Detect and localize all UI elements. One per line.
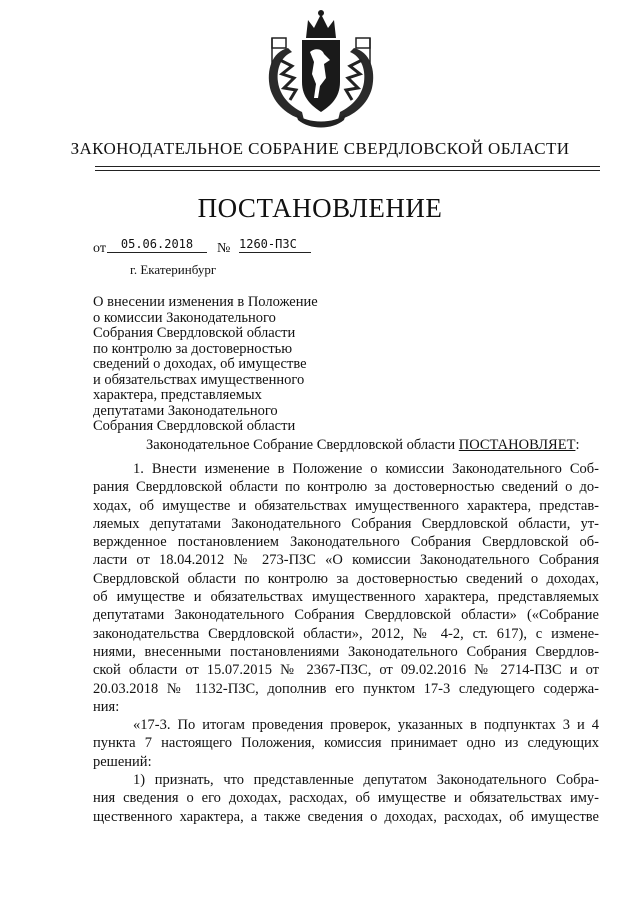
- body-line: об имуществе и обязательствах имущественного характера, представляемых: [93, 589, 599, 606]
- decree-statement: [146, 437, 579, 454]
- subject-line: по контролю за достоверностью: [93, 340, 293, 357]
- body-line: ласти от 18.04.2012 № 273-ПЗС «О комиссии Законодательного Собрания: [93, 552, 599, 569]
- body-line: рания Свердловской области по контролю за достоверностью сведений о до-: [93, 479, 599, 496]
- header-rule-thin: [95, 170, 600, 171]
- subject-line: депутатами Законодательного: [93, 402, 278, 419]
- body-line: ляемых депутатами Законодательного Собрания Свердловской области, ут-: [93, 515, 599, 532]
- document-type-title: ПОСТАНОВЛЕНИЕ: [197, 193, 443, 223]
- decree-text: Законодательное Собрание Свердловской области: [146, 437, 459, 453]
- body-line: Свердловской области по контролю за достоверностью сведений о доходах,: [93, 570, 599, 587]
- city: г. Екатеринбург: [130, 262, 217, 277]
- body-line: 1) признать, что представленные депутатом Законодательного Собра-: [133, 772, 599, 789]
- subject-line: Собрания Свердловской области: [93, 418, 296, 434]
- subject-line: характера, представляемых: [93, 387, 262, 403]
- subject-line: О внесении изменения в Положение: [93, 294, 318, 310]
- subject-line: Собрания Свердловской области: [93, 325, 296, 341]
- body-line: ния:: [93, 698, 120, 715]
- subject-line: и обязательствах имущественного: [93, 371, 305, 388]
- body-line: 20.03.2018 № 1132-ПЗС, дополнив его пунктом 17-3 следующего содержа-: [93, 680, 599, 697]
- body-line: вержденное постановлением Законодательного Собрания Свердловской об-: [93, 534, 599, 551]
- decree-keyword: ПОСТАНОВЛЯЕТ: [458, 437, 576, 453]
- date-label: от: [93, 241, 106, 256]
- subject-line: сведений о доходах, об имуществе: [93, 356, 307, 372]
- body-line: решений:: [93, 753, 152, 770]
- coat-of-arms-emblem: [258, 8, 384, 132]
- body-line: ходах, об имуществе и обязательствах имущественного характера, представ-: [93, 497, 599, 514]
- body-line: ниями, внесенными постановлениями Законодательного Собрания Свердлов-: [93, 643, 599, 660]
- document-number: 1260-ПЗС: [239, 237, 311, 253]
- document-date: 05.06.2018: [107, 237, 207, 253]
- body-line: законодательства Свердловской области», 2012, № 4-2, ст. 617), с измене-: [93, 625, 599, 642]
- body-line: депутатами Законодательного Собрания Свердловской области» («Собрание: [93, 607, 599, 624]
- body-line: пункта 7 настоящего Положения, комиссия принимает одно из следующих: [93, 735, 599, 752]
- decree-colon: :: [575, 437, 580, 453]
- subject-line: о комиссии Законодательного: [93, 309, 276, 326]
- body-line: ской области от 15.07.2015 № 2367-ПЗС, от 09.02.2016 № 2714-ПЗС и от: [93, 662, 599, 679]
- header-rule-thick: [95, 166, 600, 167]
- body-line: ния сведения о его доходах, расходах, об имуществе и обязательствах иму-: [93, 790, 599, 807]
- body-line: «17-3. По итогам проведения проверок, указанных в подпунктах 3 и 4: [133, 717, 599, 734]
- document-subject: [93, 295, 318, 435]
- organization-name: ЗАКОНОДАТЕЛЬНОЕ СОБРАНИЕ СВЕРДЛОВСКОЙ ОБЛАСТИ: [70, 139, 570, 158]
- body-line: щественного характера, а также сведения о доходах, расходах, об имуществе: [93, 808, 599, 825]
- body-line: 1. Внести изменение в Положение о комиссии Законодательного Соб-: [133, 461, 599, 477]
- document-body: [93, 460, 599, 826]
- number-label: №: [217, 241, 231, 256]
